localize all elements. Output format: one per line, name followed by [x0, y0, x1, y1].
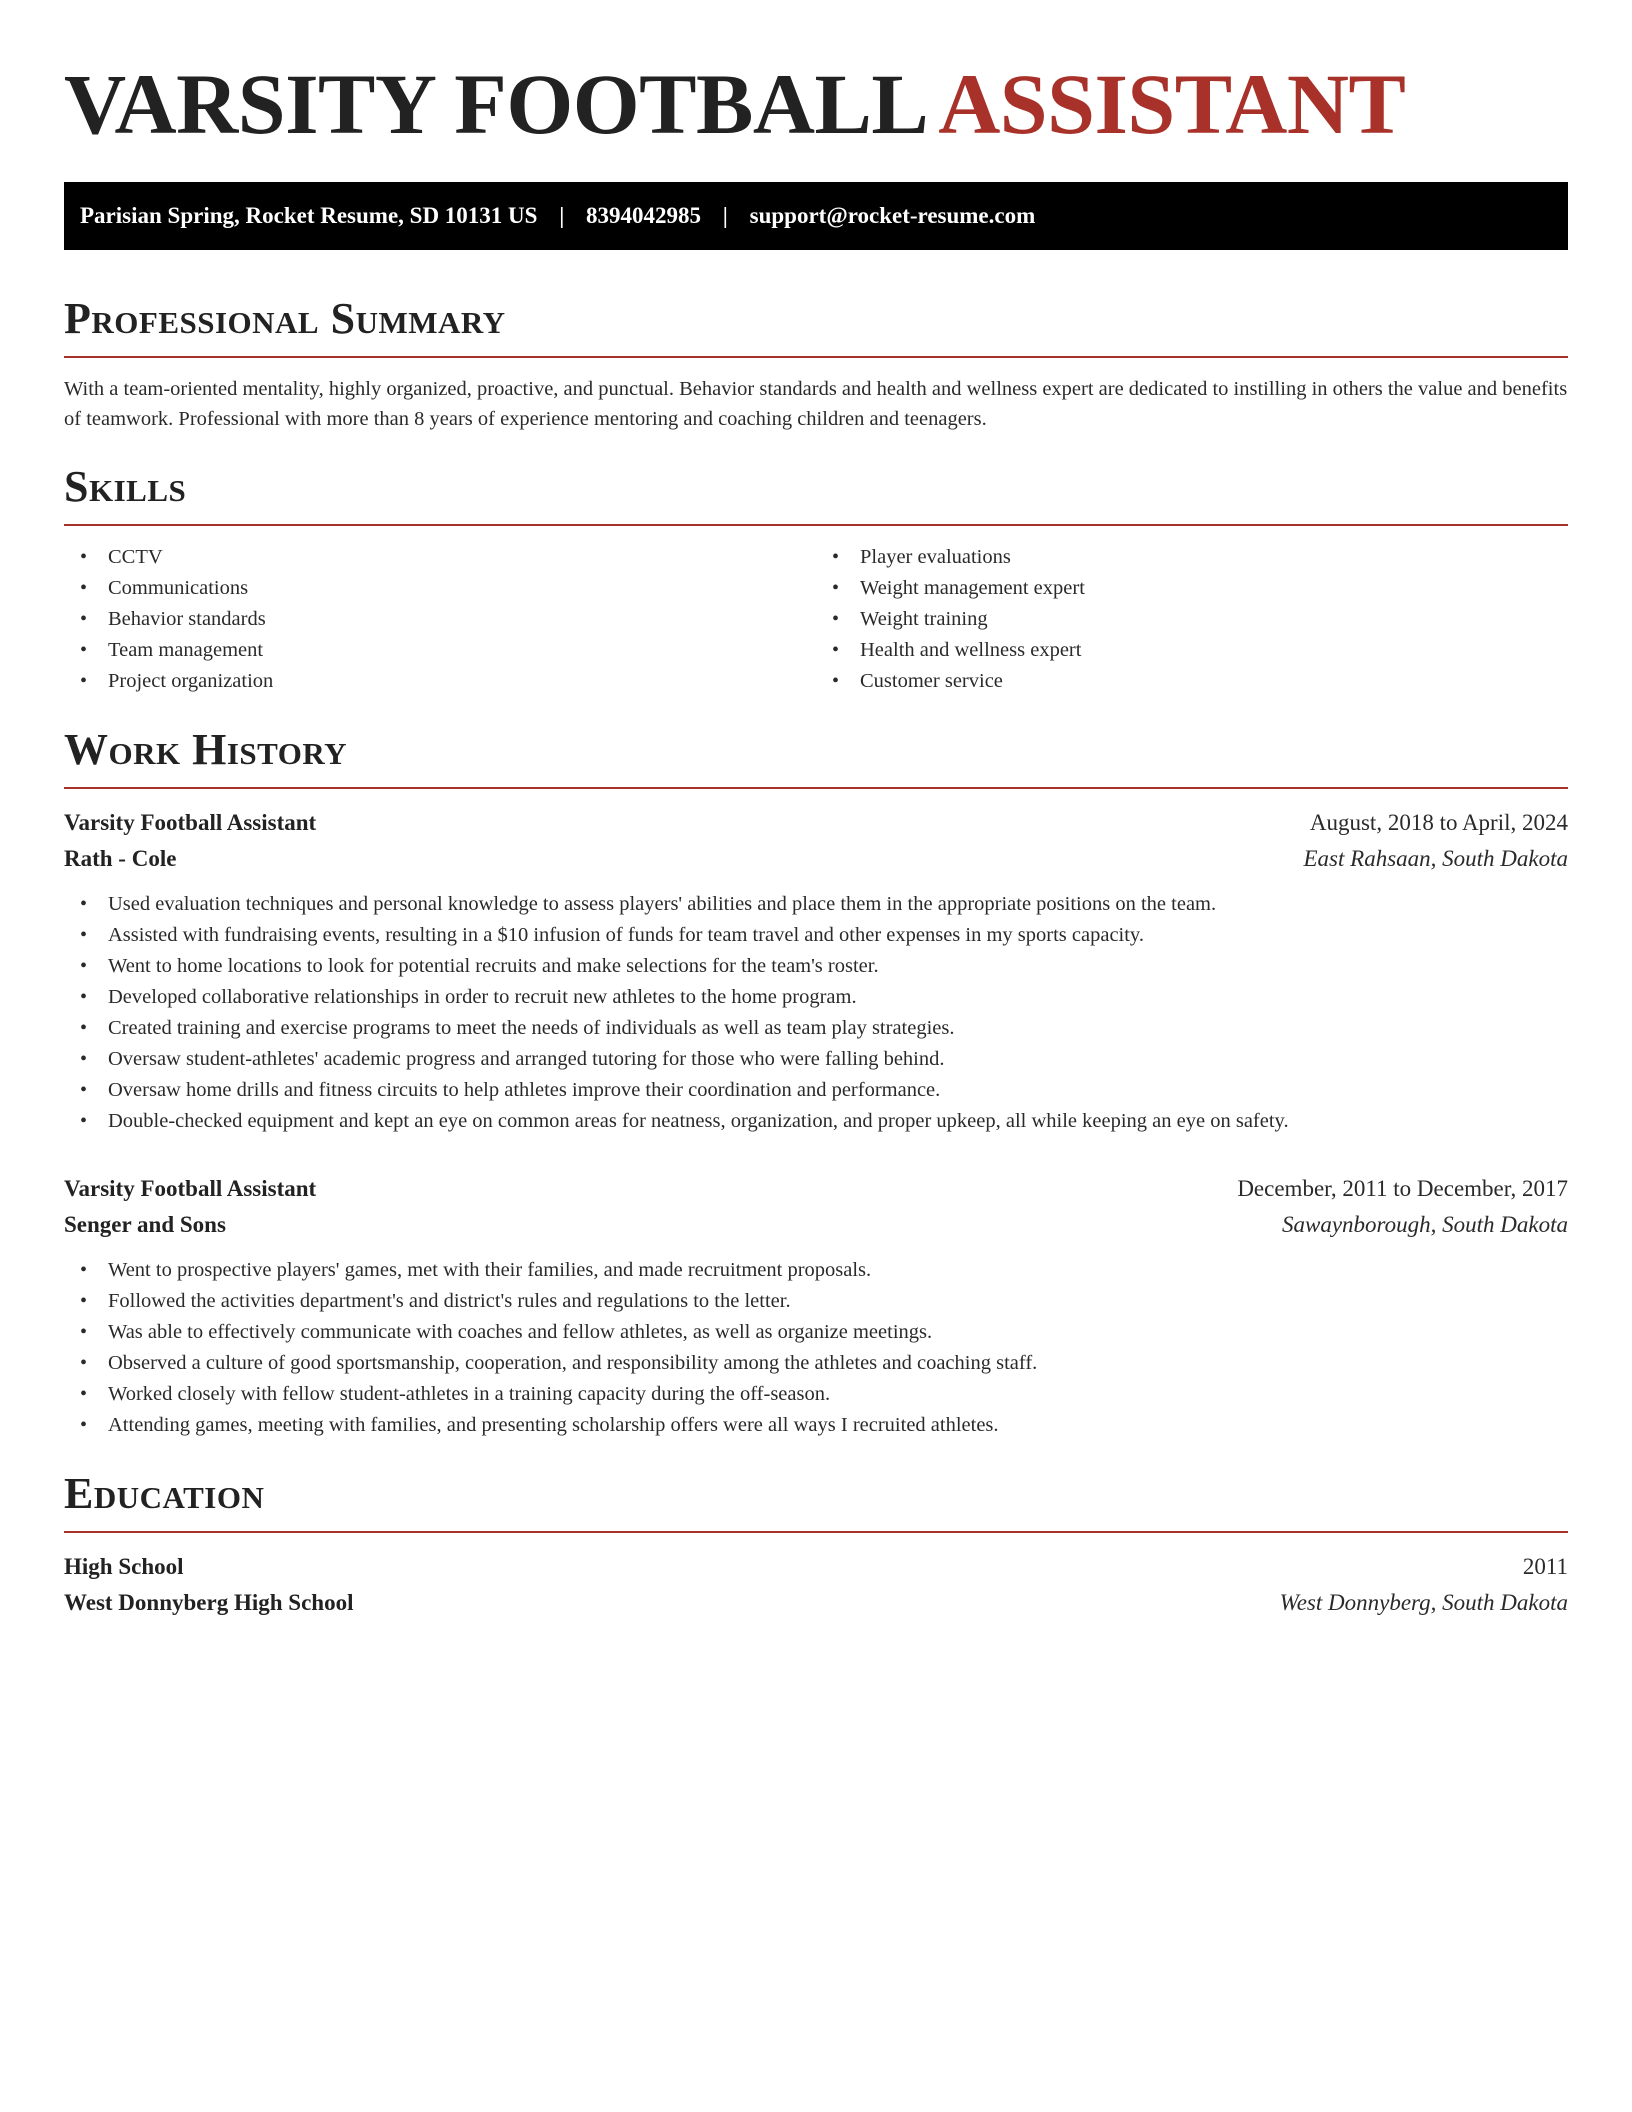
job-company-row [64, 841, 1568, 877]
job-company-row [64, 1207, 1568, 1243]
education-year: 2011 [1522, 1554, 1568, 1579]
job-bullet: • Attending games, meeting with families, and presenting scholarship offers were all ways I recruited athletes. [80, 1410, 1568, 1441]
skill-item: • Player evaluations [832, 542, 1568, 573]
job-bullet: • Followed the activities department's and district's rules and regulations to the letter. [80, 1286, 1568, 1317]
section-heading-education: Education [64, 1469, 1568, 1533]
skill-item: • Team management [80, 635, 816, 666]
skill-item: • Communications [80, 573, 816, 604]
education-entry [64, 1549, 1568, 1621]
job-dates: December, 2011 to December, 2017 [1237, 1176, 1568, 1201]
contact-address: Parisian Spring, Rocket Resume, SD 10131 US [80, 203, 538, 228]
job-bullet: • Was able to effectively communicate with coaches and fellow athletes, as well as organize meetings. [80, 1317, 1568, 1348]
job-title: Varsity Football Assistant [64, 810, 317, 835]
section-heading-work-history: Work History [64, 725, 1568, 789]
skills-section [64, 462, 1568, 697]
section-heading-skills: Skills [64, 462, 1568, 526]
summary-section [64, 294, 1568, 434]
skills-columns [64, 542, 1568, 697]
title-main: VARSITY FOOTBALL [64, 56, 929, 152]
education-degree: High School [64, 1554, 184, 1579]
education-section [64, 1469, 1568, 1621]
skills-list-right [816, 542, 1568, 697]
skill-item: • Project organization [80, 666, 816, 697]
summary-text: With a team-oriented mentality, highly organized, proactive, and punctual. Behavior standards and health and wellness expert are dedicated to instilling in others the value and benefits of teamwork. Professional with more than 8 years of experience mentoring and coaching children and teenagers. [64, 378, 1568, 430]
contact-bar [64, 182, 1568, 250]
education-location: West Donnyberg, South Dakota [1279, 1590, 1568, 1615]
job-entry [64, 805, 1568, 1137]
education-degree-row [64, 1549, 1568, 1585]
job-title-row [64, 805, 1568, 841]
job-bullet: • Used evaluation techniques and personal knowledge to assess players' abilities and place them in the appropriate positions on the team. [80, 889, 1568, 920]
job-bullet: • Double-checked equipment and kept an eye on common areas for neatness, organization, and proper upkeep, all while keeping an eye on safety. [80, 1106, 1568, 1137]
job-company: Rath - Cole [64, 846, 177, 871]
section-heading-summary: Professional Summary [64, 294, 1568, 358]
job-bullet: • Oversaw home drills and fitness circuits to help athletes improve their coordination and performance. [80, 1075, 1568, 1106]
contact-phone: 8394042985 [586, 203, 702, 228]
education-school-row [64, 1585, 1568, 1621]
job-entry [64, 1171, 1568, 1441]
job-bullet: • Worked closely with fellow student-athletes in a training capacity during the off-season. [80, 1379, 1568, 1410]
job-bullets [64, 889, 1568, 1137]
job-bullet: • Developed collaborative relationships in order to recruit new athletes to the home program. [80, 982, 1568, 1013]
title-accent: ASSISTANT [938, 56, 1406, 152]
skill-item: • CCTV [80, 542, 816, 573]
skills-list-left [64, 542, 816, 697]
job-title: Varsity Football Assistant [64, 1176, 317, 1201]
resume-title [64, 54, 1568, 154]
work-history-section [64, 725, 1568, 1441]
contact-email: support@rocket-resume.com [749, 203, 1036, 228]
contact-separator: | [722, 203, 728, 228]
skill-item: • Customer service [832, 666, 1568, 697]
contact-separator: | [559, 203, 565, 228]
job-bullet: • Observed a culture of good sportsmanship, cooperation, and responsibility among the athletes and coaching staff. [80, 1348, 1568, 1379]
job-bullet: • Assisted with fundraising events, resulting in a $10 infusion of funds for team travel and other expenses in my sports capacity. [80, 920, 1568, 951]
job-location: Sawaynborough, South Dakota [1282, 1212, 1568, 1237]
skill-item: • Weight management expert [832, 573, 1568, 604]
education-school: West Donnyberg High School [64, 1590, 354, 1615]
job-bullet: • Went to home locations to look for potential recruits and make selections for the team's roster. [80, 951, 1568, 982]
skill-item: • Behavior standards [80, 604, 816, 635]
job-bullet: • Oversaw student-athletes' academic progress and arranged tutoring for those who were falling behind. [80, 1044, 1568, 1075]
job-dates: August, 2018 to April, 2024 [1309, 810, 1568, 835]
job-location: East Rahsaan, South Dakota [1303, 846, 1568, 871]
skill-item: • Weight training [832, 604, 1568, 635]
job-title-row [64, 1171, 1568, 1207]
skill-item: • Health and wellness expert [832, 635, 1568, 666]
job-company: Senger and Sons [64, 1212, 226, 1237]
job-bullet: • Created training and exercise programs to meet the needs of individuals as well as team play strategies. [80, 1013, 1568, 1044]
job-bullets [64, 1255, 1568, 1441]
job-bullet: • Went to prospective players' games, met with their families, and made recruitment proposals. [80, 1255, 1568, 1286]
